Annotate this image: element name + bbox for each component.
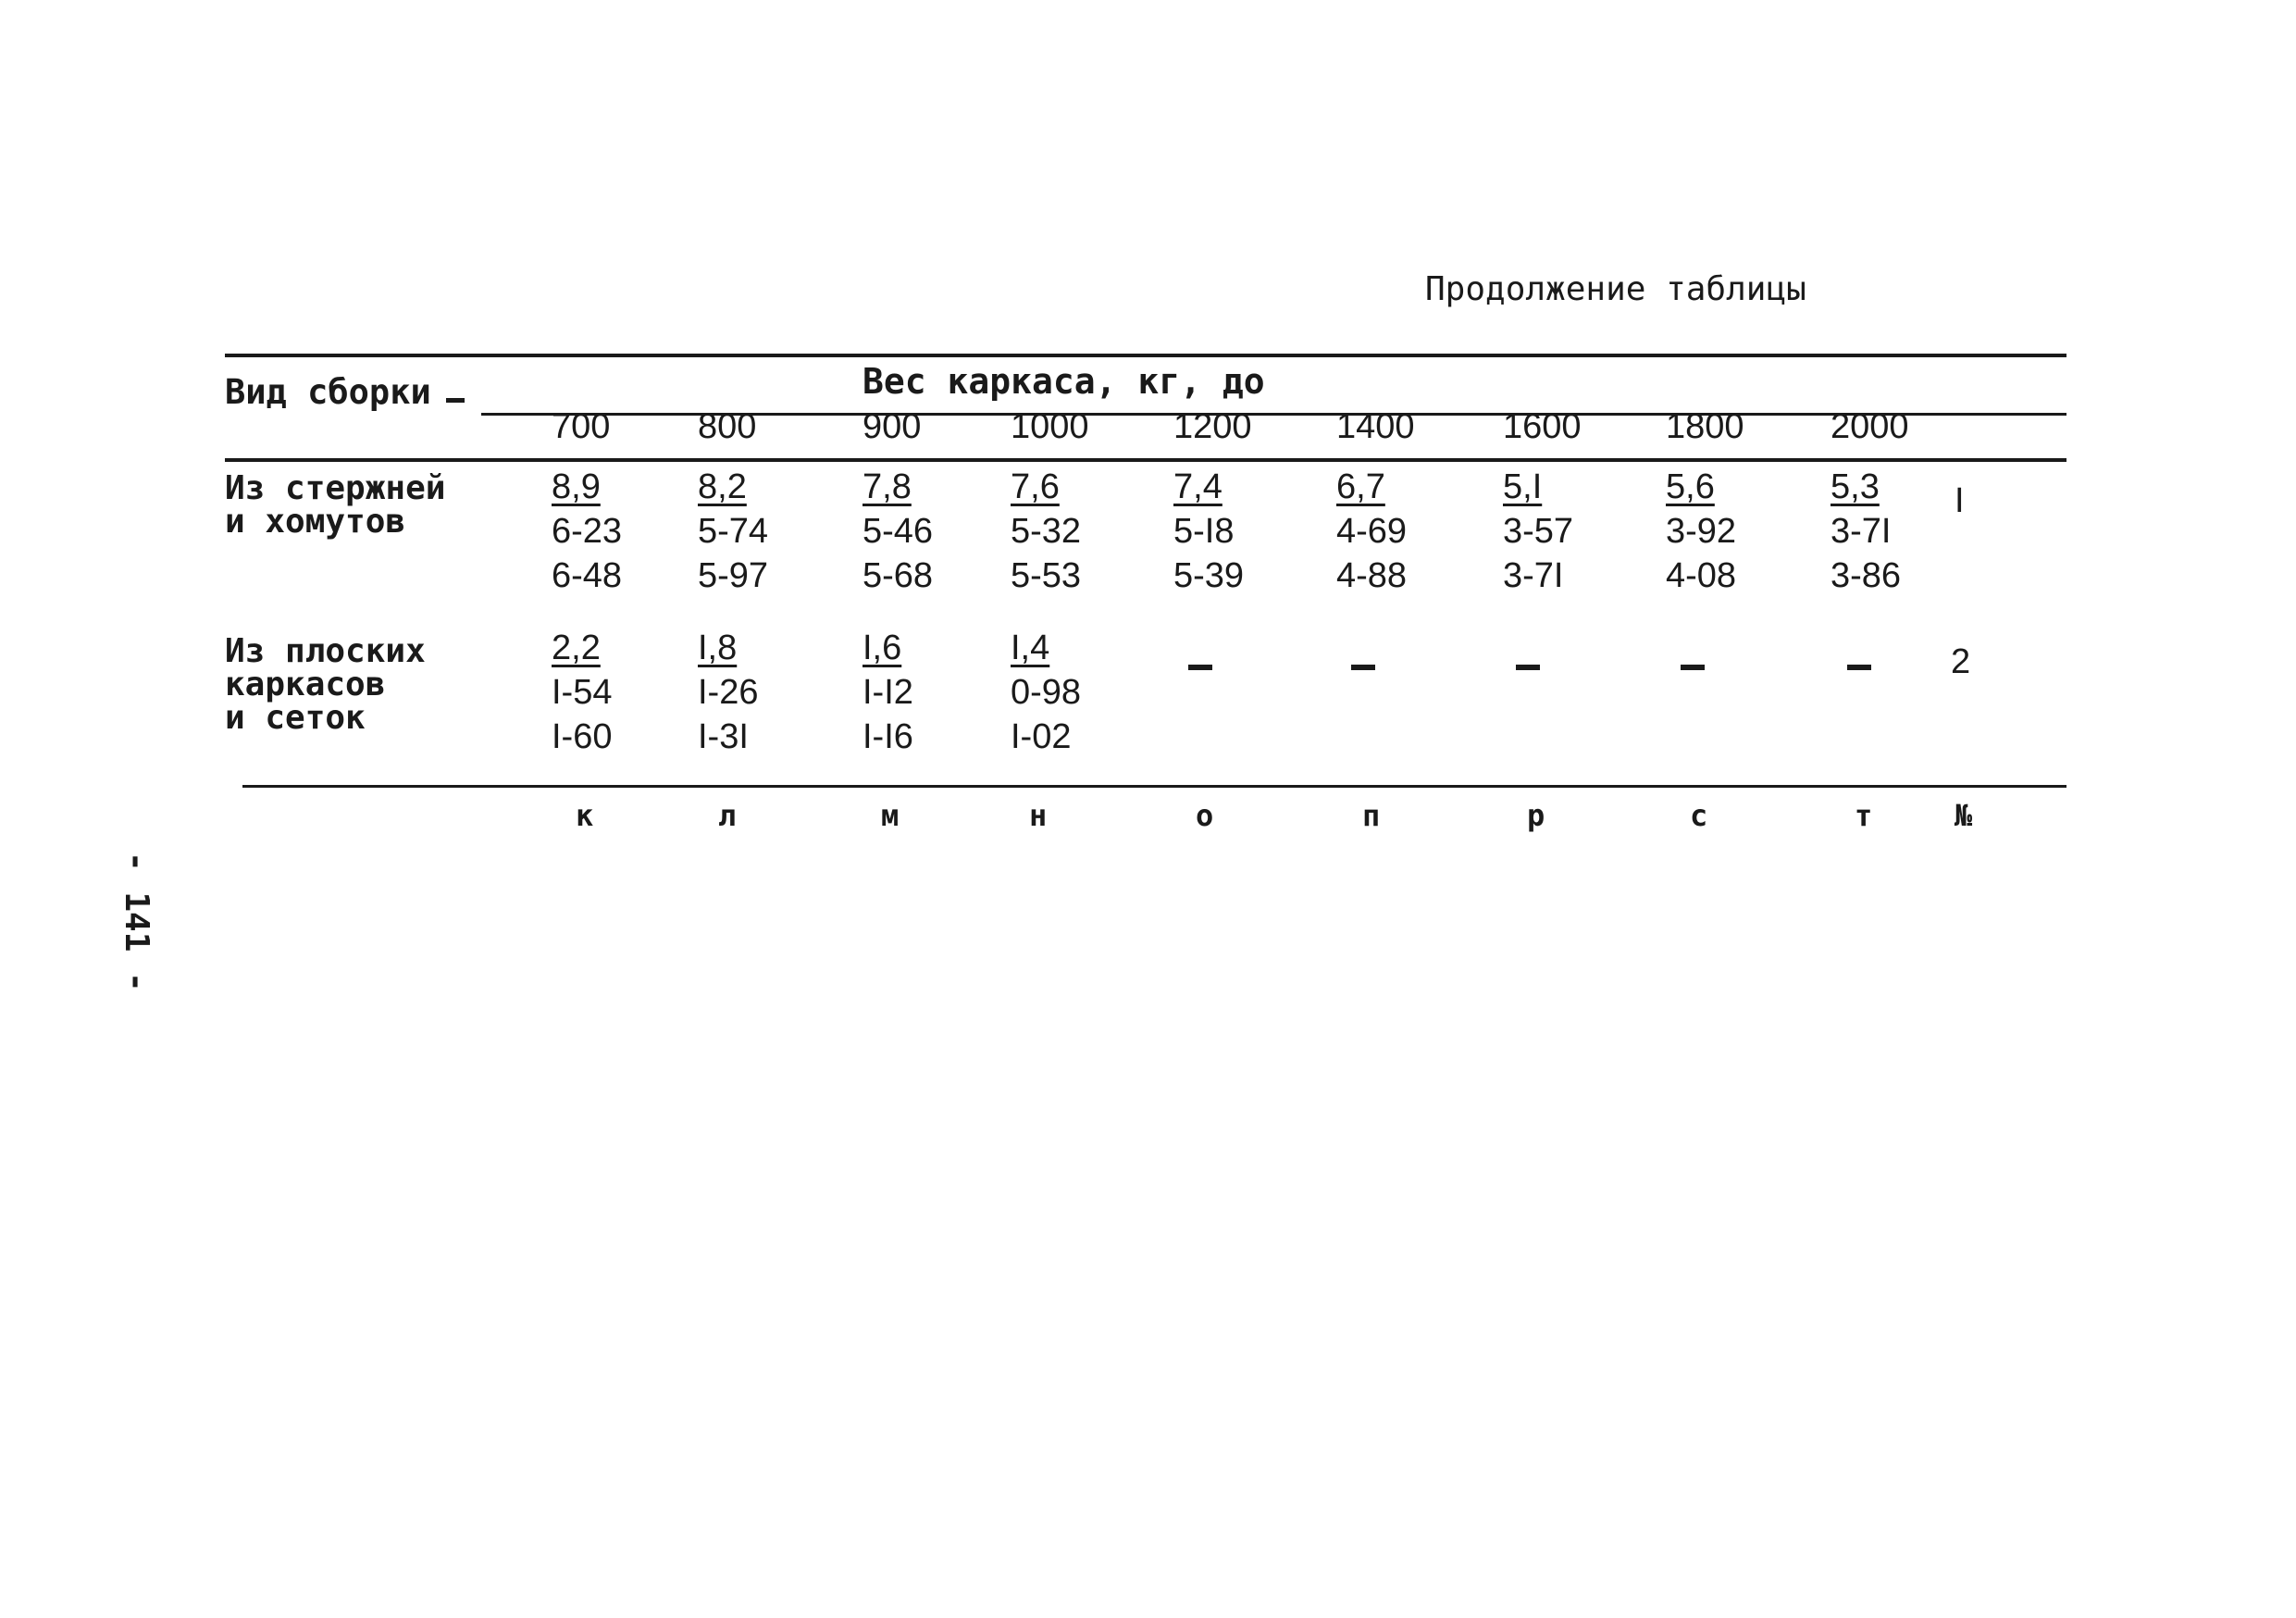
weight-header-700: 700: [552, 407, 611, 446]
frame-weight-header: Вес каркаса, кг, до: [863, 361, 1265, 402]
cell-value-top: 7,6: [1011, 467, 1060, 506]
weight-header-2000: 2000: [1831, 407, 1909, 446]
column-letter: л: [718, 798, 737, 833]
cell-value-mid: 3-57: [1503, 512, 1574, 551]
row-label-rods: Из стержней и хомутов: [225, 469, 446, 541]
cell-value-mid: 5-I8: [1173, 512, 1235, 551]
cell-value-mid: I-54: [552, 673, 613, 712]
column-letter: с: [1690, 798, 1708, 833]
page-number: - 141 -: [118, 852, 155, 992]
row-number-1: I: [1955, 481, 1965, 520]
assembly-type-header: Вид сборки: [225, 372, 431, 412]
table-cell: [552, 465, 622, 598]
cell-value-top: 8,2: [698, 467, 747, 506]
cell-value-top: I,6: [863, 629, 902, 667]
table-cell: [1011, 465, 1081, 598]
column-letter: м: [881, 798, 900, 833]
table-continuation-title: Продолжение таблицы: [1425, 270, 1806, 308]
weight-header-1600: 1600: [1503, 407, 1582, 446]
cell-value-top: 6,7: [1336, 467, 1385, 506]
cell-value-bot: 4-88: [1336, 556, 1408, 595]
empty-cell-dash: [1351, 665, 1375, 670]
table-cell: [863, 465, 933, 598]
cell-value-bot: 5-39: [1173, 556, 1245, 595]
cell-value-top: I,4: [1011, 629, 1050, 667]
weight-header-1400: 1400: [1336, 407, 1415, 446]
cell-value-mid: 6-23: [552, 512, 623, 551]
cell-value-bot: 4-08: [1666, 556, 1737, 595]
cell-value-bot: I-60: [552, 717, 613, 756]
cell-value-mid: 5-46: [863, 512, 934, 551]
column-letter: п: [1362, 798, 1381, 833]
cell-value-mid: I-26: [698, 673, 759, 712]
table-cell: [1666, 465, 1736, 598]
cell-value-bot: I-I6: [863, 717, 913, 756]
column-letter: о: [1196, 798, 1214, 833]
table-top-rule: [225, 354, 2066, 357]
cell-value-bot: 5-97: [698, 556, 769, 595]
cell-value-mid: 4-69: [1336, 512, 1408, 551]
cell-value-top: I,8: [698, 629, 738, 667]
table-cell: [863, 626, 913, 759]
column-letter: №: [1955, 798, 1973, 833]
header-bottom-rule: [225, 458, 2066, 462]
empty-cell-dash: [1516, 665, 1540, 670]
cell-value-top: 7,8: [863, 467, 912, 506]
cell-value-mid: 3-92: [1666, 512, 1737, 551]
cell-value-top: 5,6: [1666, 467, 1715, 506]
cell-value-bot: I-3I: [698, 717, 749, 756]
row-label-flat-frames: Из плоских каркасов и сеток: [225, 632, 426, 737]
table-cell: [1011, 626, 1081, 759]
column-letter: р: [1527, 798, 1545, 833]
column-letter: н: [1029, 798, 1048, 833]
table-bottom-rule: [242, 785, 2066, 788]
cell-value-bot: 6-48: [552, 556, 623, 595]
cell-value-mid: 5-32: [1011, 512, 1082, 551]
cell-value-bot: 3-86: [1831, 556, 1902, 595]
weight-header-1800: 1800: [1666, 407, 1744, 446]
table-cell: [698, 626, 758, 759]
cell-value-mid: 0-98: [1011, 673, 1082, 712]
table-cell: [1173, 465, 1244, 598]
empty-cell-dash: [1681, 665, 1705, 670]
table-cell: [1336, 465, 1407, 598]
cell-value-top: 2,2: [552, 629, 601, 667]
cell-value-bot: I-02: [1011, 717, 1072, 756]
empty-cell-dash: [1847, 665, 1871, 670]
weight-header-900: 900: [863, 407, 922, 446]
cell-value-top: 7,4: [1173, 467, 1222, 506]
empty-cell-dash: [1188, 665, 1212, 670]
cell-value-mid: I-I2: [863, 673, 913, 712]
column-letter: к: [576, 798, 594, 833]
column-letter: т: [1855, 798, 1873, 833]
cell-value-bot: 3-7I: [1503, 556, 1564, 595]
cell-value-top: 8,9: [552, 467, 601, 506]
table-cell: [698, 465, 768, 598]
row-number-2: 2: [1951, 642, 1971, 681]
weight-header-800: 800: [698, 407, 757, 446]
cell-value-top: 5,I: [1503, 467, 1543, 506]
table-cell: [552, 626, 612, 759]
weight-header-1000: 1000: [1011, 407, 1089, 446]
cell-value-bot: 5-68: [863, 556, 934, 595]
table-cell: [1831, 465, 1901, 598]
cell-value-top: 5,3: [1831, 467, 1880, 506]
cell-value-bot: 5-53: [1011, 556, 1082, 595]
cell-value-mid: 3-7I: [1831, 512, 1892, 551]
cell-value-mid: 5-74: [698, 512, 769, 551]
table-cell: [1503, 465, 1573, 598]
header-dash: [446, 398, 465, 403]
weight-header-1200: 1200: [1173, 407, 1252, 446]
